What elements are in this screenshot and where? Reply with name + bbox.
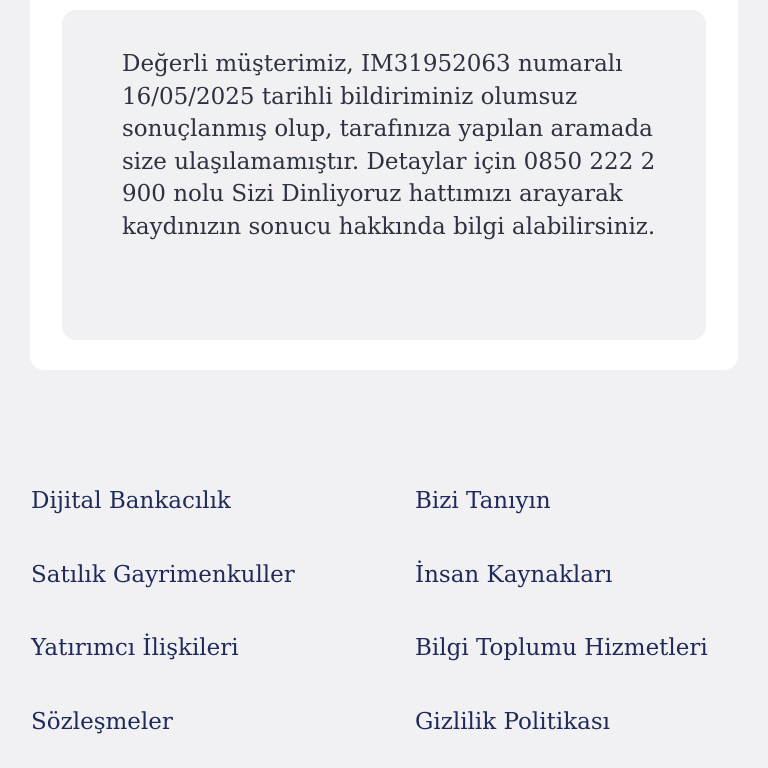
notice-box bbox=[62, 10, 706, 340]
footer-link-sozlesmeler[interactable]: Sözleşmeler bbox=[31, 709, 173, 735]
footer-link-insan-kaynaklari[interactable]: İnsan Kaynakları bbox=[415, 562, 613, 588]
footer-link-bilgi-toplumu-hizmetleri[interactable]: Bilgi Toplumu Hizmetleri bbox=[415, 635, 708, 661]
notification-card bbox=[30, 0, 738, 370]
footer-link-bizi-taniyin[interactable]: Bizi Tanıyın bbox=[415, 488, 551, 514]
footer-link-gizlilik-politikasi[interactable]: Gizlilik Politikası bbox=[415, 709, 611, 735]
footer-link-dijital-bankacilik[interactable]: Dijital Bankacılık bbox=[31, 488, 231, 514]
footer-link-satilik-gayrimenkuller[interactable]: Satılık Gayrimenkuller bbox=[31, 562, 295, 588]
notice-message: Değerli müşterimiz, IM31952063 numaralı 16/05/2025 tarihli bildiriminiz olumsuz sonuçlanmış olup, tarafınıza yapılan aramada size ulaşılamamıştır. Detaylar için 0850 222 2 900 nolu Sizi Dinliyoruz hattımızı arayarak kaydınızın sonucu hakkında bilgi alabilirsiniz. bbox=[122, 51, 656, 240]
footer-link-yatirimci-iliskileri[interactable]: Yatırımcı İlişkileri bbox=[31, 635, 239, 661]
